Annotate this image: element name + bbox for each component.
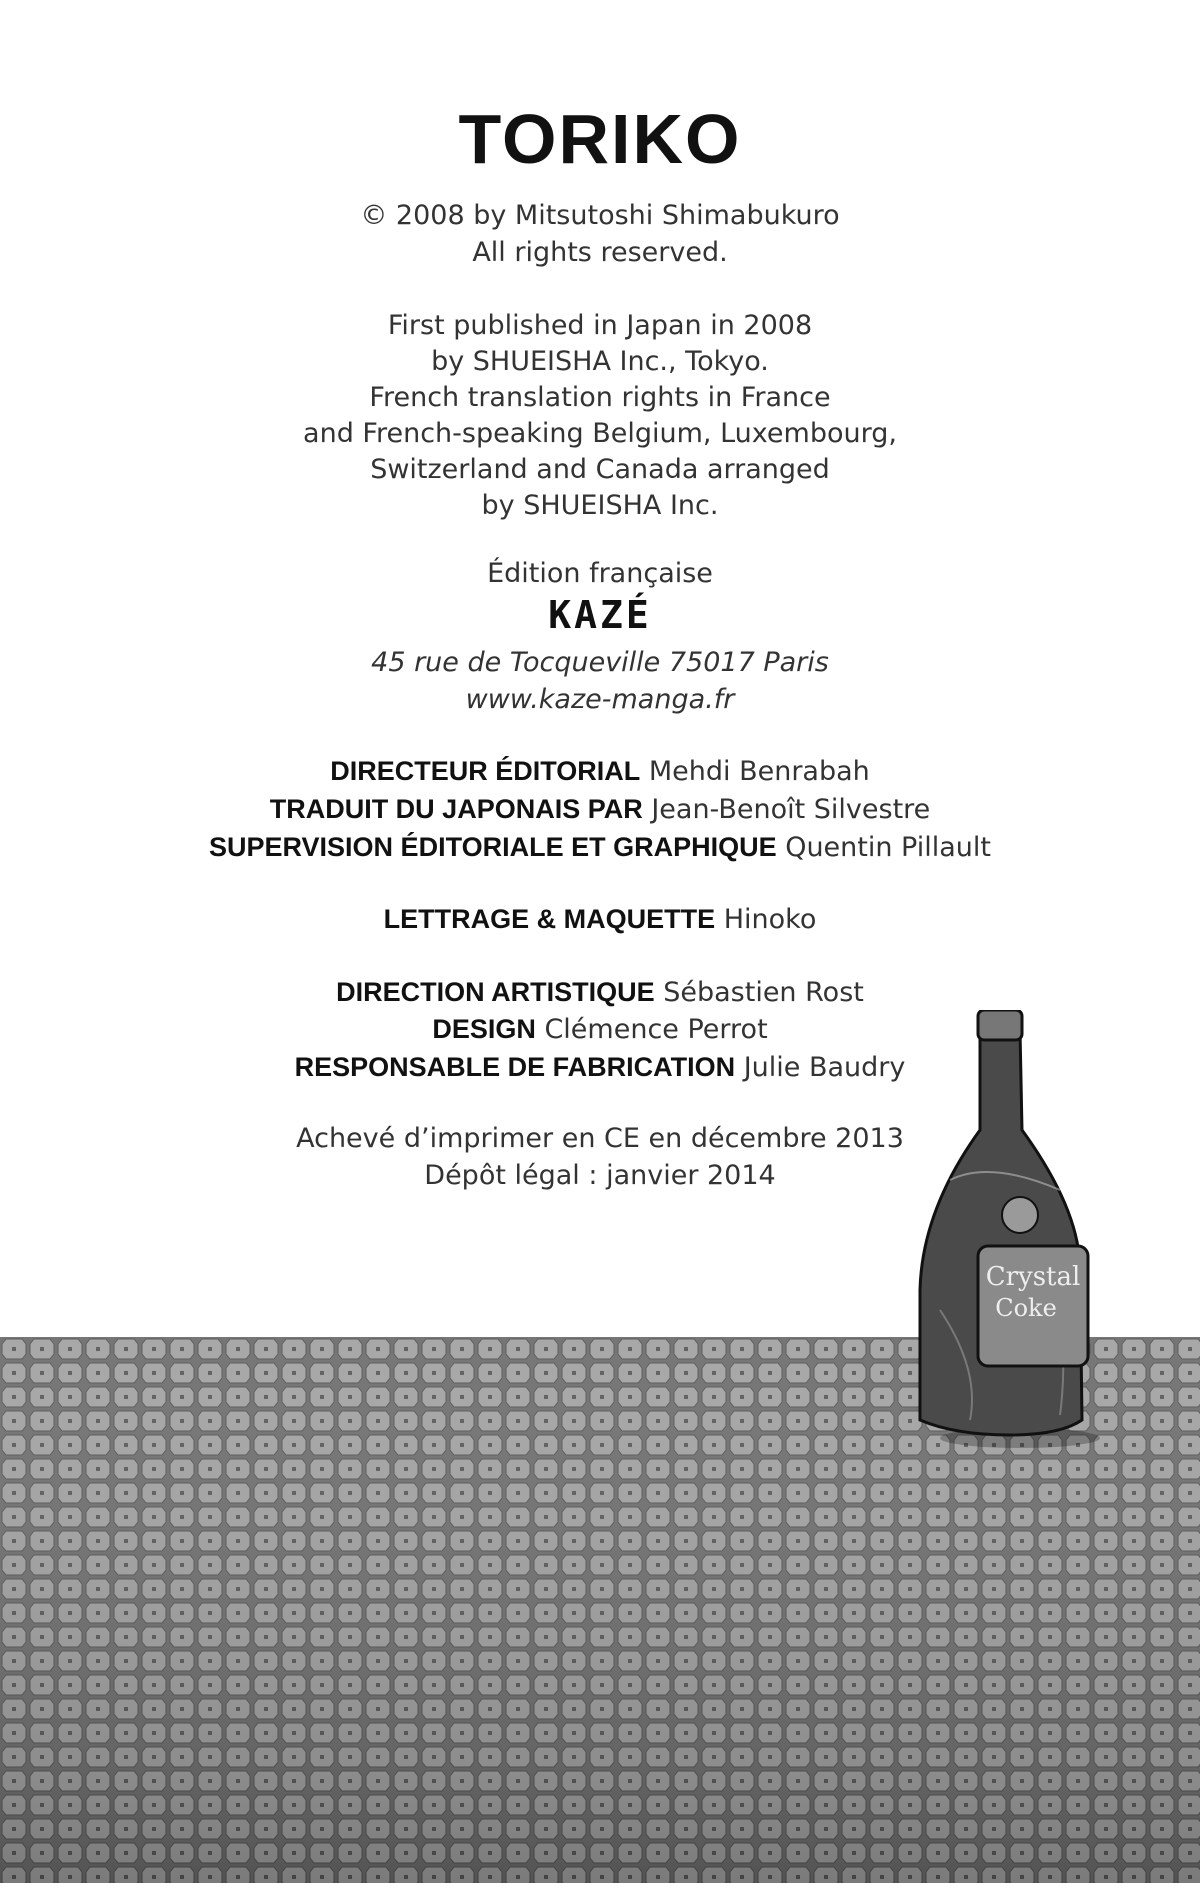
credit-role: TRADUIT DU JAPONAIS PAR (269, 794, 643, 824)
publication-line: Switzerland and Canada arranged (370, 454, 830, 485)
publication-line: by SHUEISHA Inc. (481, 490, 719, 521)
credit-name: Quentin Pillault (785, 832, 991, 863)
credit-role: RESPONSABLE DE FABRICATION (294, 1052, 736, 1082)
credit-name: Hinoko (723, 904, 817, 935)
credit-name: Jean-Benoît Silvestre (651, 794, 931, 825)
bottle-label-text: Coke (995, 1294, 1057, 1322)
publisher-address: 45 rue de Tocqueville 75017 Paris (371, 647, 829, 678)
publication-line: First published in Japan in 2008 (387, 310, 813, 341)
credit-name: Mehdi Benrabah (648, 756, 870, 787)
edition-label: Édition française (487, 558, 713, 589)
credit-role: SUPERVISION ÉDITORIALE ET GRAPHIQUE (209, 832, 777, 862)
credit-role: DESIGN (432, 1014, 536, 1044)
publication-line: and French-speaking Belgium, Luxembourg, (303, 418, 897, 449)
credit-name: Sébastien Rost (663, 977, 864, 1008)
bottle-label-text: Crystal (985, 1262, 1081, 1292)
copyright-line: All rights reserved. (472, 237, 728, 268)
book-title: TORIKO (458, 100, 742, 178)
copyright-line: © 2008 by Mitsutoshi Shimabukuro (360, 200, 840, 231)
credit-line (0, 753, 1200, 790)
credit-line (0, 829, 1200, 866)
credit-line (0, 974, 1200, 1011)
credit-line (0, 791, 1200, 828)
publisher-logo: KAZÉ (548, 593, 652, 637)
credit-role: DIRECTEUR ÉDITORIAL (330, 756, 641, 786)
publication-line: by SHUEISHA Inc., Tokyo. (431, 346, 769, 377)
credit-name: Julie Baudry (743, 1052, 906, 1083)
publisher-website: www.kaze-manga.fr (465, 684, 735, 715)
publication-line: French translation rights in France (369, 382, 831, 413)
printing-line: Dépôt légal : janvier 2014 (424, 1160, 776, 1191)
credit-role: LETTRAGE & MAQUETTE (383, 904, 716, 934)
credit-name: Clémence Perrot (544, 1014, 768, 1045)
printing-line: Achevé d’imprimer en CE en décembre 2013 (296, 1123, 904, 1154)
credit-line (0, 901, 1200, 938)
bottle-illustration (910, 1010, 1100, 1450)
credit-role: DIRECTION ARTISTIQUE (336, 977, 655, 1007)
